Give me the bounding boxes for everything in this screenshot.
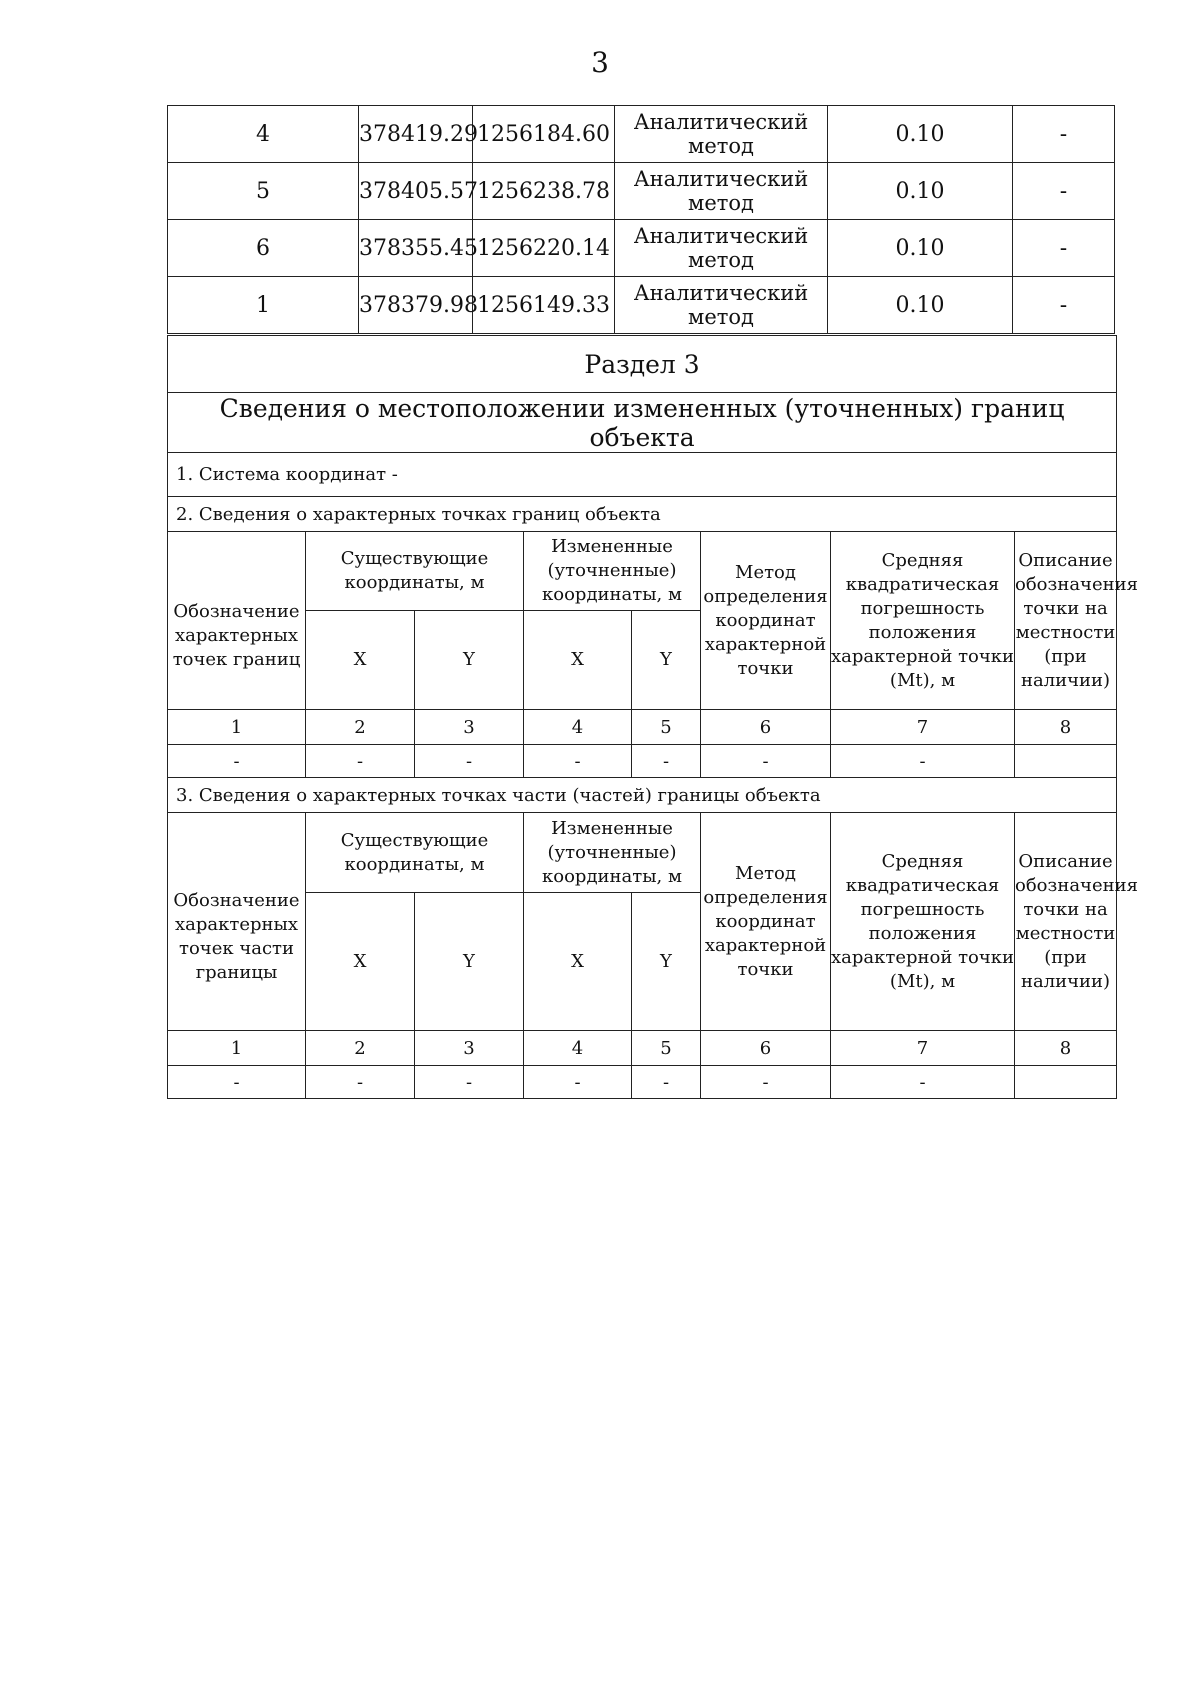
point-accuracy: 0.10	[828, 106, 1013, 163]
points-table	[167, 105, 1115, 334]
existing-y-header: Y	[415, 611, 524, 710]
column-number: 8	[1015, 1031, 1117, 1066]
section-subtitle: Сведения о местоположении измененных (уточненных) границ объекта	[168, 393, 1117, 453]
table-cell: -	[415, 745, 524, 778]
point-description: -	[1013, 277, 1115, 334]
point-x: 378355.45	[359, 220, 473, 277]
point-id: 5	[168, 163, 359, 220]
point-y: 1256184.60	[473, 106, 615, 163]
column-numbers-row	[168, 710, 1117, 745]
column-number: 4	[524, 1031, 632, 1066]
table-cell: -	[632, 1066, 701, 1099]
point-method: Аналитический метод	[615, 163, 828, 220]
part-designation-header: Обозначение характерных точек части границы	[168, 813, 306, 1031]
description-header: Описание обозначения точки на местности (при наличии)	[1015, 532, 1117, 710]
changed-x-header: X	[524, 893, 632, 1031]
existing-coords-header: Существующие координаты, м	[306, 813, 524, 893]
table-cell	[1015, 745, 1117, 778]
table-cell: -	[168, 745, 306, 778]
table-row	[168, 163, 1115, 220]
table-cell: -	[306, 745, 415, 778]
column-number: 6	[701, 1031, 831, 1066]
column-number: 2	[306, 710, 415, 745]
changed-coords-header: Измененные (уточненные) координаты, м	[524, 532, 701, 611]
table-row	[168, 1066, 1117, 1099]
existing-x-header: X	[306, 611, 415, 710]
changed-coords-header: Измененные (уточненные) координаты, м	[524, 813, 701, 893]
description-header: Описание обозначения точки на местности (при наличии)	[1015, 813, 1117, 1031]
page-number: 3	[591, 46, 609, 79]
table-cell: -	[415, 1066, 524, 1099]
column-number: 3	[415, 710, 524, 745]
point-accuracy: 0.10	[828, 163, 1013, 220]
designation-header: Обозначение характерных точек границ	[168, 532, 306, 710]
point-x: 378379.98	[359, 277, 473, 334]
table-cell: -	[632, 745, 701, 778]
error-header: Средняя квадратическая погрешность положения характерной точки (Mt), м	[831, 532, 1015, 710]
point-method: Аналитический метод	[615, 106, 828, 163]
table-cell: -	[306, 1066, 415, 1099]
table-cell: -	[168, 1066, 306, 1099]
point-accuracy: 0.10	[828, 277, 1013, 334]
table-cell: -	[701, 1066, 831, 1099]
table-cell: -	[831, 1066, 1015, 1099]
existing-coords-header: Существующие координаты, м	[306, 532, 524, 611]
column-number: 8	[1015, 710, 1117, 745]
column-number: 5	[632, 710, 701, 745]
column-number: 5	[632, 1031, 701, 1066]
method-header: Метод определения координат характерной точки	[701, 532, 831, 710]
section-title: Раздел 3	[168, 336, 1117, 393]
column-numbers-row	[168, 1031, 1117, 1066]
table-cell: -	[701, 745, 831, 778]
changed-x-header: X	[524, 611, 632, 710]
point-description: -	[1013, 106, 1115, 163]
table-row	[168, 106, 1115, 163]
column-number: 6	[701, 710, 831, 745]
point-y: 1256149.33	[473, 277, 615, 334]
column-number: 1	[168, 710, 306, 745]
column-number: 7	[831, 710, 1015, 745]
point-description: -	[1013, 163, 1115, 220]
coord-system-line: 1. Система координат -	[168, 453, 1117, 497]
table-row	[168, 277, 1115, 334]
point-accuracy: 0.10	[828, 220, 1013, 277]
parts-heading: 3. Сведения о характерных точках части (частей) границы объекта	[168, 778, 1117, 813]
table-row	[168, 745, 1117, 778]
table-cell: -	[831, 745, 1015, 778]
table-cell: -	[524, 1066, 632, 1099]
existing-y-header: Y	[415, 893, 524, 1031]
column-number: 3	[415, 1031, 524, 1066]
point-id: 1	[168, 277, 359, 334]
point-method: Аналитический метод	[615, 277, 828, 334]
point-id: 6	[168, 220, 359, 277]
point-method: Аналитический метод	[615, 220, 828, 277]
column-number: 7	[831, 1031, 1015, 1066]
existing-x-header: X	[306, 893, 415, 1031]
point-x: 378419.29	[359, 106, 473, 163]
column-number: 2	[306, 1031, 415, 1066]
point-x: 378405.57	[359, 163, 473, 220]
table-cell: -	[524, 745, 632, 778]
error-header: Средняя квадратическая погрешность положения характерной точки (Mt), м	[831, 813, 1015, 1031]
table-row	[168, 220, 1115, 277]
point-y: 1256238.78	[473, 163, 615, 220]
column-number: 1	[168, 1031, 306, 1066]
column-number: 4	[524, 710, 632, 745]
point-id: 4	[168, 106, 359, 163]
changed-y-header: Y	[632, 893, 701, 1031]
table-cell	[1015, 1066, 1117, 1099]
point-y: 1256220.14	[473, 220, 615, 277]
method-header: Метод определения координат характерной точки	[701, 813, 831, 1031]
changed-y-header: Y	[632, 611, 701, 710]
points-heading: 2. Сведения о характерных точках границ объекта	[168, 497, 1117, 532]
point-description: -	[1013, 220, 1115, 277]
section-table	[167, 335, 1138, 1099]
